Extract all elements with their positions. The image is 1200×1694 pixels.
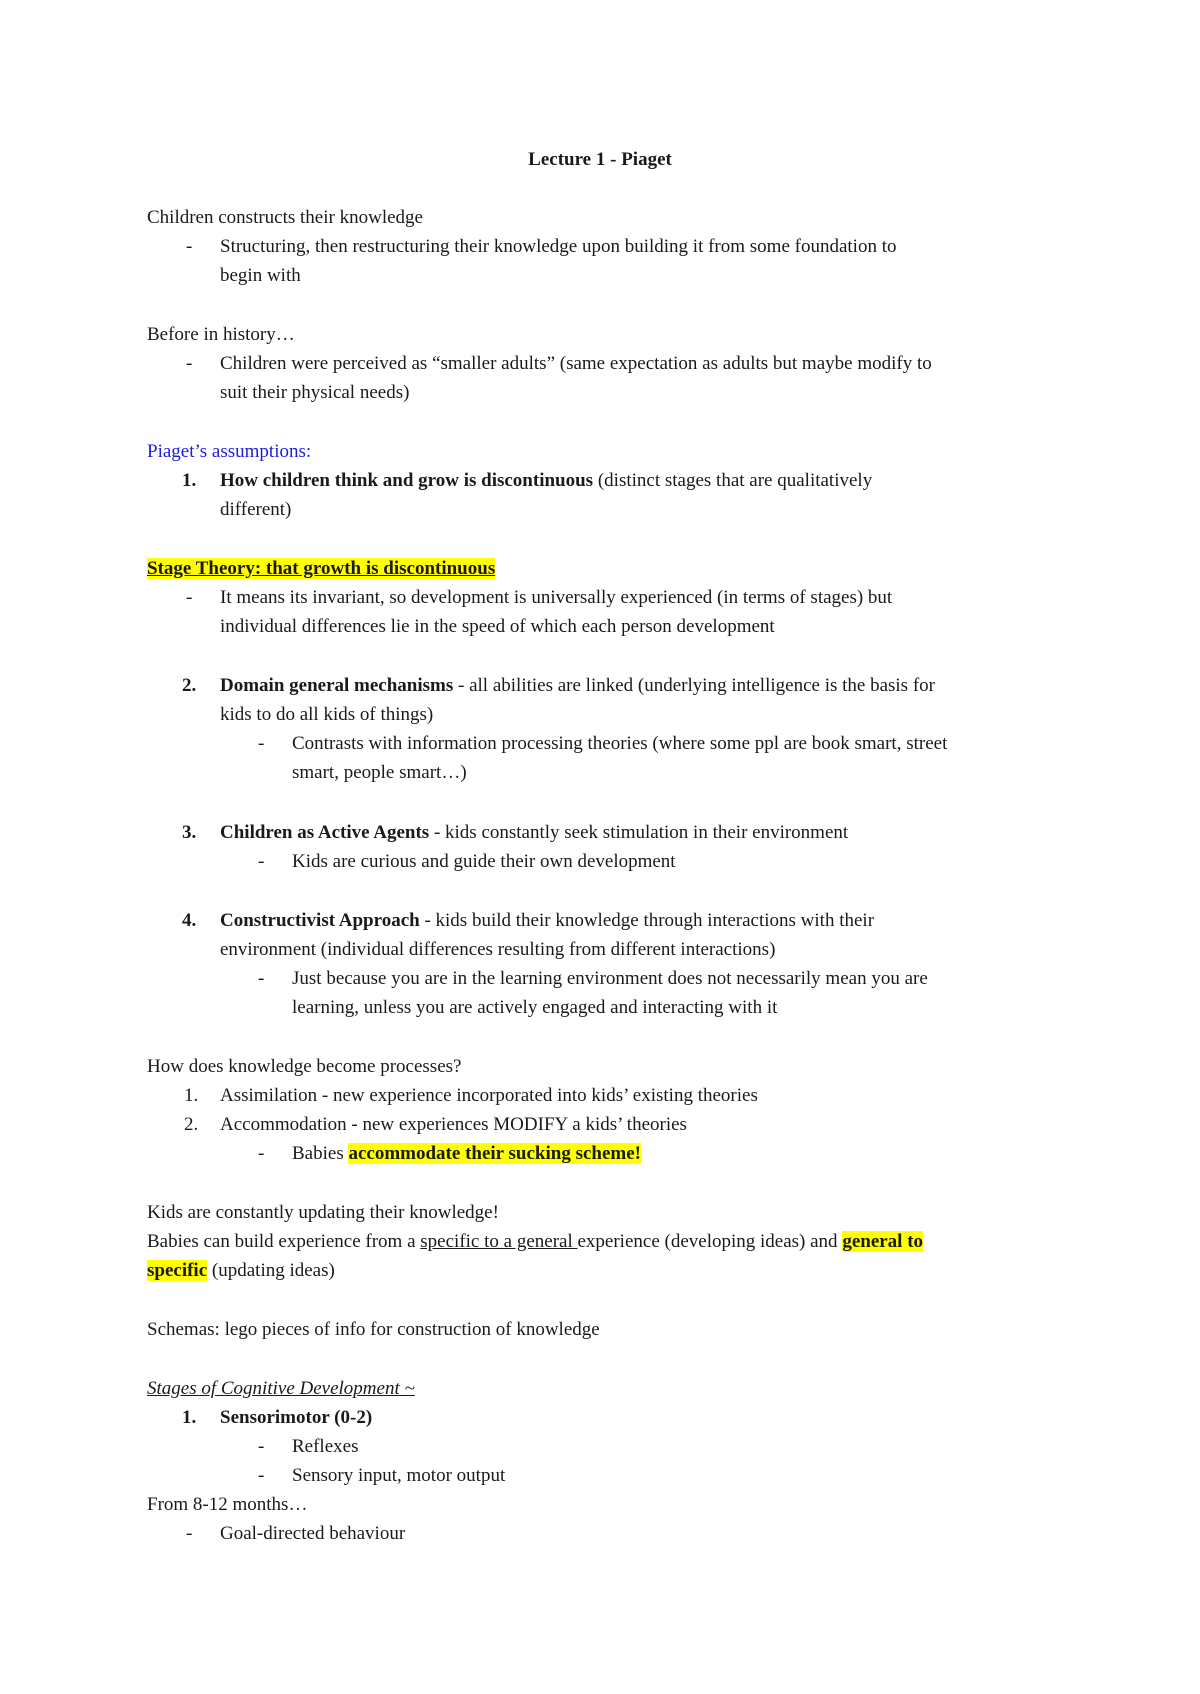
stage-theory-bullet-line1: It means its invariant, so development is universally experienced (in terms of stages) but [220, 587, 893, 608]
assumption-2-sub-line2: smart, people smart…) [292, 762, 467, 783]
page-title: Lecture 1 - Piaget [528, 149, 672, 170]
assumption-4-line2: environment (individual differences resulting from different interactions) [220, 939, 776, 960]
bullet-dash: - [186, 1523, 193, 1544]
assumption-2-line2: kids to do all kids of things) [220, 704, 434, 725]
assumption-2 [220, 673, 935, 699]
stage-theory-heading-text: Stage Theory: that growth is discontinuous [147, 558, 496, 579]
bullet-dash: - [258, 1436, 265, 1457]
assumption-4 [220, 908, 874, 934]
process-2: Accommodation - new experiences MODIFY a kids’ theories [220, 1114, 687, 1135]
bullet-dash: - [258, 733, 265, 754]
list-number: 2. [184, 1114, 199, 1135]
assumption-3 [220, 820, 848, 846]
updating-line1: Kids are constantly updating their knowledge! [147, 1202, 499, 1223]
list-number: 3. [182, 822, 197, 843]
updating-line3-rest: (updating ideas) [207, 1260, 335, 1281]
list-number: 1. [184, 1085, 199, 1106]
intro-bullet-line2: begin with [220, 265, 301, 286]
assumption-4-sub-line2: learning, unless you are actively engaged and interacting with it [292, 997, 778, 1018]
stages-heading: Stages of Cognitive Development ~ [147, 1378, 415, 1399]
updating-line2-a: Babies can build experience from a [147, 1231, 421, 1252]
assumption-2-sub-line1: Contrasts with information processing theories (where some ppl are book smart, street [292, 733, 948, 754]
updating-line2-underlined: specific to a general [420, 1231, 578, 1252]
process-2-sub-prefix: Babies [292, 1143, 349, 1164]
bullet-dash: - [258, 1465, 265, 1486]
history-bullet-line2: suit their physical needs) [220, 382, 410, 403]
process-2-sub-highlight: accommodate their sucking scheme! [348, 1143, 641, 1164]
bullet-dash: - [186, 587, 193, 608]
updating-line2 [147, 1229, 923, 1255]
assumption-4-rest: - kids build their knowledge through interactions with their [419, 910, 875, 931]
schemas-line: Schemas: lego pieces of info for construction of knowledge [147, 1319, 600, 1340]
stage-1-sub-1: Reflexes [292, 1436, 359, 1457]
bullet-dash: - [186, 236, 193, 257]
process-1: Assimilation - new experience incorporated into kids’ existing theories [220, 1085, 758, 1106]
updating-line3-highlight: specific [147, 1260, 208, 1281]
stage-1-sub-2: Sensory input, motor output [292, 1465, 506, 1486]
updating-line3 [147, 1258, 335, 1284]
assumption-1-rest: (distinct stages that are qualitatively [593, 470, 873, 491]
list-number: 4. [182, 910, 197, 931]
processes-heading: How does knowledge become processes? [147, 1056, 462, 1077]
bullet-dash: - [258, 968, 265, 989]
intro-bullet-line1: Structuring, then restructuring their knowledge upon building it from some foundation to [220, 236, 897, 257]
assumption-2-rest: - all abilities are linked (underlying intelligence is the basis for [453, 675, 935, 696]
intro-heading: Children constructs their knowledge [147, 207, 423, 228]
history-bullet-line1: Children were perceived as “smaller adults” (same expectation as adults but maybe modify to [220, 353, 932, 374]
updating-line2-highlight: general to [842, 1231, 924, 1252]
assumption-1-line2: different) [220, 499, 292, 520]
from-months-line: From 8-12 months… [147, 1494, 308, 1515]
history-heading: Before in history… [147, 324, 295, 345]
assumption-4-bold: Constructivist Approach [220, 910, 420, 931]
bullet-dash: - [258, 1143, 265, 1164]
bullet-dash: - [258, 851, 265, 872]
assumption-4-sub-line1: Just because you are in the learning environment does not necessarily mean you are [292, 968, 928, 989]
list-number: 2. [182, 675, 197, 696]
list-number: 1. [182, 1407, 197, 1428]
assumption-2-bold: Domain general mechanisms [220, 675, 454, 696]
stage-theory-heading [147, 556, 495, 582]
goal-directed-line: Goal-directed behaviour [220, 1523, 406, 1544]
assumption-1 [220, 468, 872, 494]
assumption-3-rest: - kids constantly seek stimulation in their environment [429, 822, 849, 843]
assumption-1-bold: How children think and grow is discontinuous [220, 470, 594, 491]
stage-1: Sensorimotor (0-2) [220, 1407, 373, 1428]
assumption-3-sub-line1: Kids are curious and guide their own development [292, 851, 676, 872]
updating-line2-b: experience (developing ideas) and [577, 1231, 843, 1252]
assumption-3-bold: Children as Active Agents [220, 822, 430, 843]
process-2-sub [292, 1141, 641, 1167]
assumptions-heading: Piaget’s assumptions: [147, 441, 312, 462]
stage-theory-bullet-line2: individual differences lie in the speed of which each person development [220, 616, 775, 637]
bullet-dash: - [186, 353, 193, 374]
list-number: 1. [182, 470, 197, 491]
